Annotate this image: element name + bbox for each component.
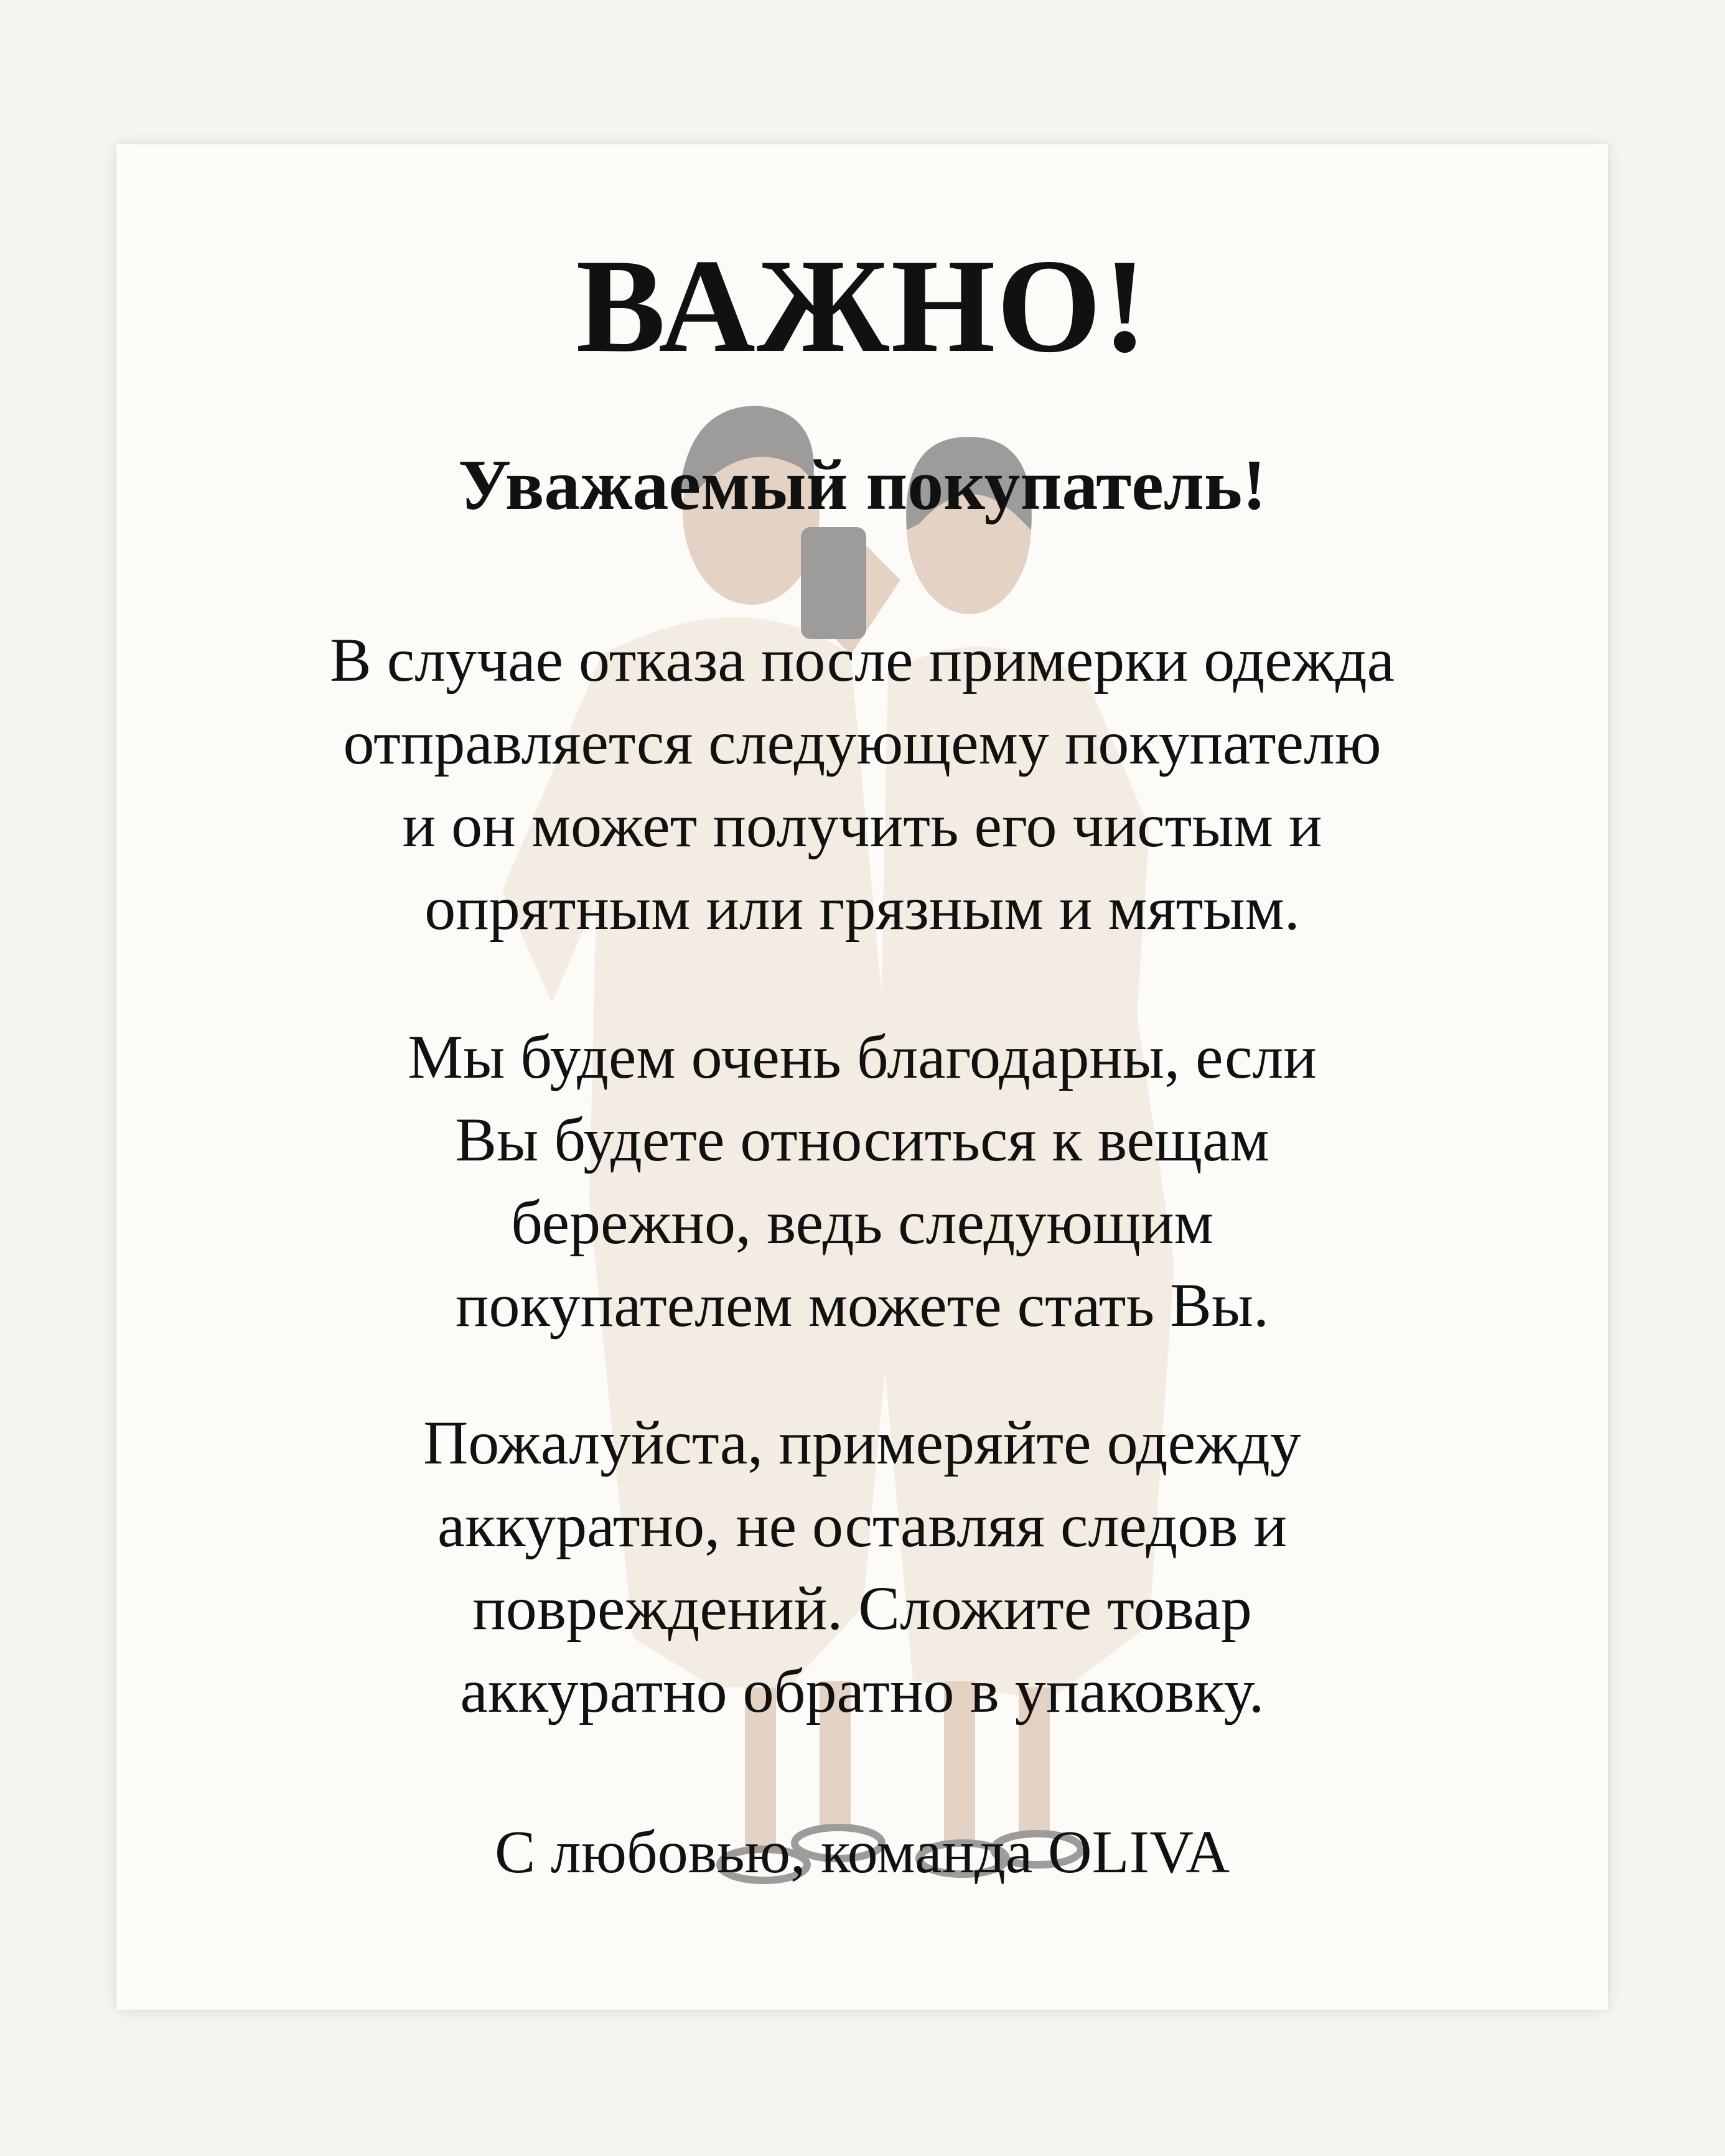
paragraph-line: Мы будем очень благодарны, если — [408, 1022, 1317, 1091]
paragraph-return-policy — [116, 618, 1608, 950]
paragraph-line: аккуратно, не оставляя следов и — [437, 1491, 1287, 1560]
paragraph-line: покупателем можете стать Вы. — [456, 1271, 1269, 1340]
paragraph-line: повреждений. Сложите товар — [472, 1574, 1252, 1643]
notice-greeting: Уважаемый покупатель! — [458, 446, 1266, 525]
notice-title: ВАЖНО! — [576, 231, 1149, 380]
paragraph-line: опрятным или грязным и мятым. — [424, 874, 1300, 943]
paragraph-line: отправляется следующему покупателю — [343, 708, 1381, 777]
paragraph-line: Пожалуйста, примеряйте одежду — [423, 1408, 1301, 1477]
paragraph-line: аккуратно обратно в упаковку. — [460, 1656, 1265, 1725]
paragraph-line: В случае отказа после примерки одежда — [330, 625, 1395, 694]
paragraph-line: и он может получить его чистым и — [402, 791, 1322, 860]
paragraph-gratitude — [116, 1015, 1608, 1346]
paragraph-instructions — [116, 1401, 1608, 1732]
paragraph-line: бережно, ведь следующим — [511, 1188, 1213, 1257]
signature: С любовью, команда OLIVA — [494, 1819, 1230, 1886]
notice-card — [116, 144, 1608, 2010]
paragraph-line: Вы будете относиться к вещам — [455, 1105, 1269, 1174]
notice-text — [116, 144, 1608, 2010]
